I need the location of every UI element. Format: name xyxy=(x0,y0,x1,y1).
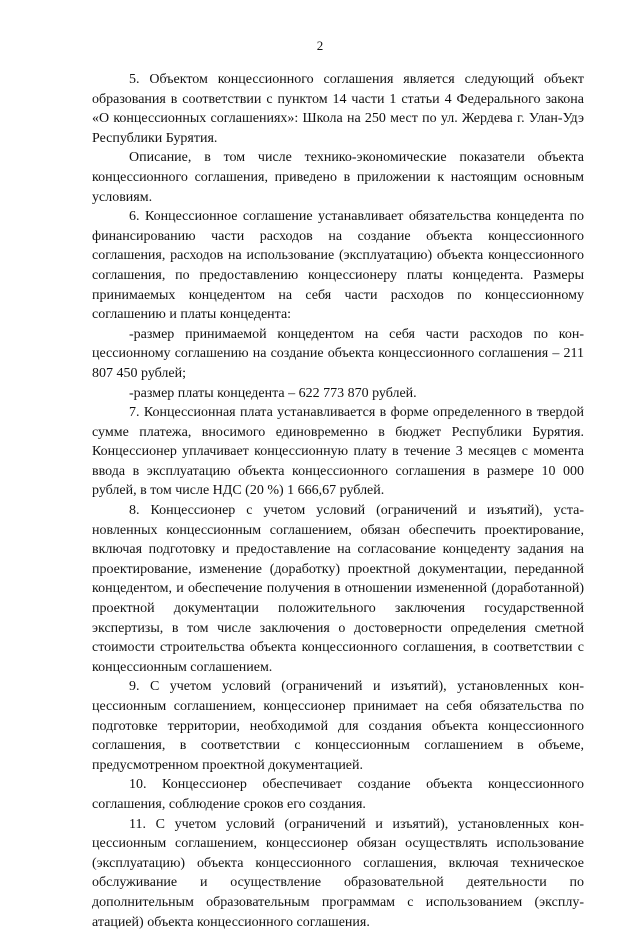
paragraph-description: Описание, в том числе технико-экономические показатели объекта концессионного соглашения, приведено в приложении к настоящим основным условиям. xyxy=(92,150,584,205)
paragraph-5: 5. Объектом концессионного соглашения является следующий объект образования в соответствии с пунктом 14 части 1 статьи 4 Федерального закона «О концессионных соглашениях»: Школа на 250 мест по ул. Жердева г. Улан-Удэ Республики Бурятия. xyxy=(92,72,584,146)
paragraph-grantor-payment: -размер платы концедента – 622 773 870 рублей. xyxy=(129,385,417,401)
paragraph-10: 10. Концессионер обеспечивает создание объекта концессионного соглашения, соблюдение сроков его создания. xyxy=(92,777,584,812)
paragraph-9: 9. С учетом условий (ограничений и изъятий), установленных концессионным соглашением, концессионер принимает на себя обязательства по подготовке территории, необходимой для создания объекта концессионного соглашения, в соответствии с концессионным соглашением в объеме, предусмотренном проектной документацией. xyxy=(92,679,584,773)
paragraph-6: 6. Концессионное соглашение устанавливает обязательства концедента по финансированию части расходов на создание объекта концессионного соглашения, расходов на использование (эксплуатацию) объекта концессионного соглашения, по предоставлению концессионеру платы концедента. Размеры принимаемых концедентом на себя части расходов по концессионному соглашению и платы концедента: xyxy=(92,209,584,323)
page-number: 2 xyxy=(316,38,324,53)
paragraph-expense-share: -размер принимаемой концедентом на себя части расходов по концессионному соглашению на создание объекта концессионного соглашения – 211 807 450 рублей; xyxy=(92,326,584,381)
paragraph-11: 11. С учетом условий (ограничений и изъятий), установленных концессионным соглашением, концессионер обязан осуществлять использование (эксплуатацию) объекта концессионного соглашения, включая техническое обслуживание и осуществление образовательной деятельности по дополнительным образовательным программам с использованием (эксплуатацией) объекта концессионного соглашения. xyxy=(92,816,584,930)
document-body xyxy=(92,70,584,932)
paragraph-7: 7. Концессионная плата устанавливается в форме определенного в твердой сумме платежа, вносимого единовременно в бюджет Республики Бурятия. Концессионер уплачивает концессионную плату в течение 3 месяцев с момента ввода в эксплуатацию объекта концессионного соглашения в размере 10 000 рублей, в том числе НДС (20 %) 1 666,67 рублей. xyxy=(92,405,584,499)
paragraph-8: 8. Концессионер с учетом условий (ограничений и изъятий), установленных концессионным соглашением, обязан обеспечить проектирование, включая подготовку и предоставление на согласование концеденту задания на проектирование, изменение (доработку) проектной документации, переданной концедентом, и обеспечение получения в отношении измененной (доработанной) проектной документации положительного заключения государственной экспертизы, в том числе заключения о достоверности определения сметной стоимости строительства объекта концессионного соглашения, в соответствии с концессионным соглашением. xyxy=(92,503,584,675)
